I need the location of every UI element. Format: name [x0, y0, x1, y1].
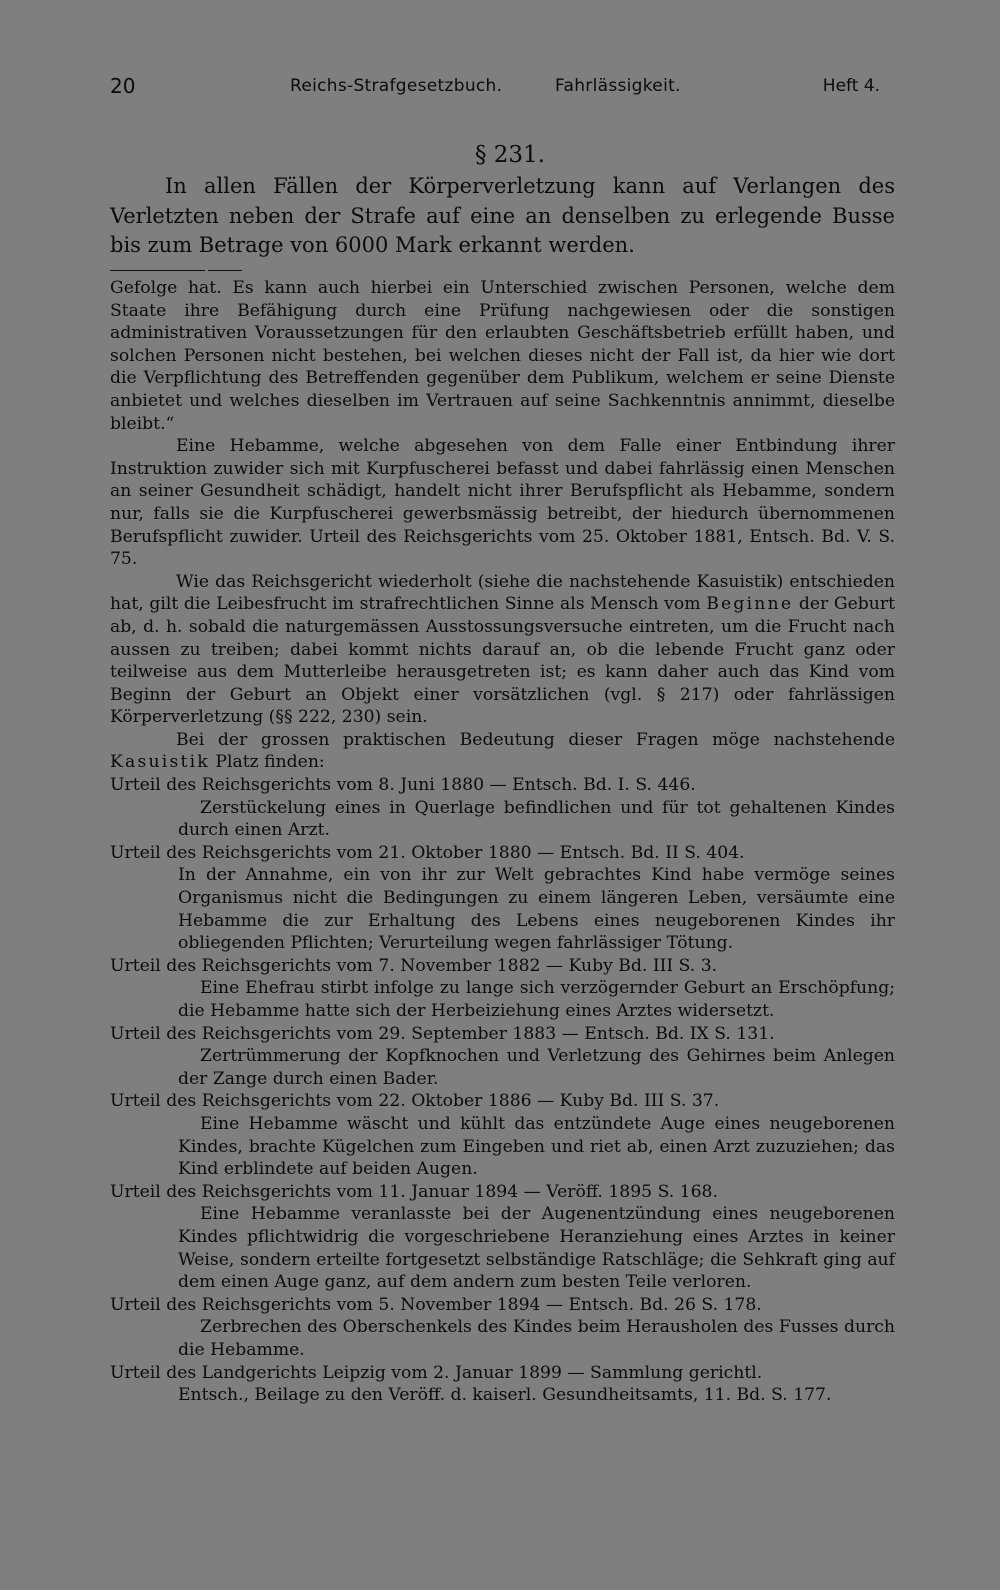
case-entry: [110, 1294, 895, 1362]
case-summary: Zertrümmerung der Kopfknochen und Verletzung des Gehirnes beim Anlegen der Zange durch einen Bader.: [178, 1046, 895, 1089]
final-case-citation-line-1: Urteil des Landgerichts Leipzig vom 2. Januar 1899 — Sammlung gerichtl.: [110, 1362, 763, 1383]
case-citation: Urteil des Reichsgerichts vom 7. November 1882 — Kuby Bd. III S. 3.: [110, 955, 718, 976]
statute-paragraph: In allen Fällen der Körperverletzung kann auf Verlangen des Verletzten neben der Strafe auf eine an denselben zu erlegende Busse bis zum Betrage von 6000 Mark erkannt werden.: [110, 174, 895, 257]
case-entry: [110, 774, 895, 842]
paragraph-4-text-b: Platz finden:: [209, 752, 325, 773]
case-citation: Urteil des Reichsgerichts vom 21. Oktober 1880 — Entsch. Bd. II S. 404.: [110, 842, 745, 863]
footnote-rule: [110, 270, 205, 271]
case-summary: Eine Hebamme veranlasste bei der Augenentzündung eines neugeborenen Kindes pflichtwidrig die vorgeschriebene Heranziehung eines Arztes in keiner Weise, sondern erteilte fortgesetzt selbständige Ratschläge; die Sehkraft ging auf dem einen Auge ganz, auf dem andern zum besten Teile verloren.: [178, 1204, 895, 1293]
paragraph-4-text-a: Bei der grossen praktischen Bedeutung dieser Fragen möge nachstehende: [176, 729, 895, 750]
running-subject: Fahrlässigkeit.: [555, 76, 681, 96]
case-entry: [110, 1181, 895, 1294]
statute-text-block: [110, 172, 895, 261]
case-citation: Urteil des Reichsgerichts vom 22. Oktober 1886 — Kuby Bd. III S. 37.: [110, 1091, 720, 1112]
section-heading: § 231.: [474, 142, 546, 168]
paragraph-3-text-a: Wie das Reichsgericht wiederholt (siehe die nachstehende Kasuistik) entschieden hat, gilt die Leibesfrucht im strafrechtlichen Sinne als Mensch vom: [110, 571, 895, 615]
case-entry: [110, 1023, 895, 1091]
emphasis-beginne: Beginne: [706, 594, 794, 615]
commentary-paragraph-1: Gefolge hat. Es kann auch hierbei ein Unterschied zwischen Personen, welche dem Staate ihre Befähigung durch eine Prüfung nachgewiesen oder die sonstigen administrativen Voraussetzungen für den erlaubten Geschäftsbetrieb erfüllt haben, und solchen Personen nicht bestehen, bei welchen dieses nicht der Fall ist, da hier wie dort die Verpflichtung des Betreffenden gegenüber dem Publikum, welchem er seine Dienste anbietet und welches dieselben im Vertrauen auf seine Sachkenntnis annimmt, dieselbe bleibt.“: [110, 278, 895, 434]
commentary-paragraph-2: Eine Hebamme, welche abgesehen von dem Falle einer Entbindung ihrer Instruktion zuwider sich mit Kurpfuscherei befasst und dabei fahrlässig einen Menschen an seiner Gesundheit schädigt, handelt nicht ihrer Berufspflicht als Hebamme, sondern nur, falls sie die Kurpfuscherei gewerbsmässig betreibt, der hiedurch übernommenen Berufspflicht zuwider. Urteil des Reichsgerichts vom 25. Oktober 1881, Entsch. Bd. V. S. 75.: [110, 436, 895, 570]
case-citation: Urteil des Reichsgerichts vom 8. Juni 1880 — Entsch. Bd. I. S. 446.: [110, 775, 696, 796]
final-case-entry: [110, 1362, 895, 1407]
case-citation: Urteil des Reichsgerichts vom 11. Januar 1894 — Veröff. 1895 S. 168.: [110, 1181, 718, 1202]
paragraph-3-text-b: der Geburt ab, d. h. sobald die naturgemässen Ausstossungsversuche eintreten, um die Frucht nach aussen zu treiben; dabei kommt nichts darauf an, ob die lebende Frucht ganz oder teilweise aus dem Mutterleibe herausgetreten ist; es kann daher auch das Kind vom Beginn der Geburt an Objekt einer vorsätzlichen (vgl. § 217) oder fahrlässigen Körperverletzung (§§ 222, 230) sein.: [110, 594, 895, 728]
running-title: Reichs-Strafgesetzbuch.: [290, 76, 503, 96]
case-summary: Eine Hebamme wäscht und kühlt das entzündete Auge eines neugeborenen Kindes, brachte Kügelchen zum Eingeben und riet ab, einen Arzt zuzuziehen; das Kind erblindete auf beiden Augen.: [178, 1113, 895, 1180]
case-summary: In der Annahme, ein von ihr zur Welt gebrachtes Kind habe vermöge seines Organismus nicht die Bedingungen zu einem längeren Leben, versäumte eine Hebamme die zur Erhaltung des Lebens eines neugeborenen Kindes ihr obliegenden Pflichten; Verurteilung wegen fahrlässiger Tötung.: [178, 865, 895, 954]
case-entry: [110, 842, 895, 955]
page-number: 20: [110, 74, 136, 98]
emphasis-kasuistik: Kasuistik: [110, 752, 210, 773]
commentary-paragraph-4: [110, 729, 895, 774]
commentary-paragraph-3: [110, 571, 895, 729]
case-entry: [110, 1090, 895, 1180]
issue-label: Heft 4.: [822, 76, 880, 96]
footnote-rule-short: [208, 270, 242, 271]
final-case-citation-line-2: Entsch., Beilage zu den Veröff. d. kaiserl. Gesundheitsamts, 11. Bd. S. 177.: [178, 1385, 832, 1406]
commentary-block: [110, 277, 895, 1407]
case-summary: Eine Ehefrau stirbt infolge zu lange sich verzögernder Geburt an Erschöpfung; die Hebamme hatte sich der Herbeiziehung eines Arztes widersetzt.: [178, 978, 895, 1021]
case-entry: [110, 955, 895, 1023]
case-summary: Zerstückelung eines in Querlage befindlichen und für tot gehaltenen Kindes durch einen Arzt.: [178, 797, 895, 841]
case-summary: Zerbrechen des Oberschenkels des Kindes beim Herausholen des Fusses durch die Hebamme.: [178, 1317, 895, 1360]
case-citation: Urteil des Reichsgerichts vom 5. November 1894 — Entsch. Bd. 26 S. 178.: [110, 1294, 762, 1315]
case-citation: Urteil des Reichsgerichts vom 29. September 1883 — Entsch. Bd. IX S. 131.: [110, 1023, 775, 1044]
running-header: [110, 76, 880, 106]
